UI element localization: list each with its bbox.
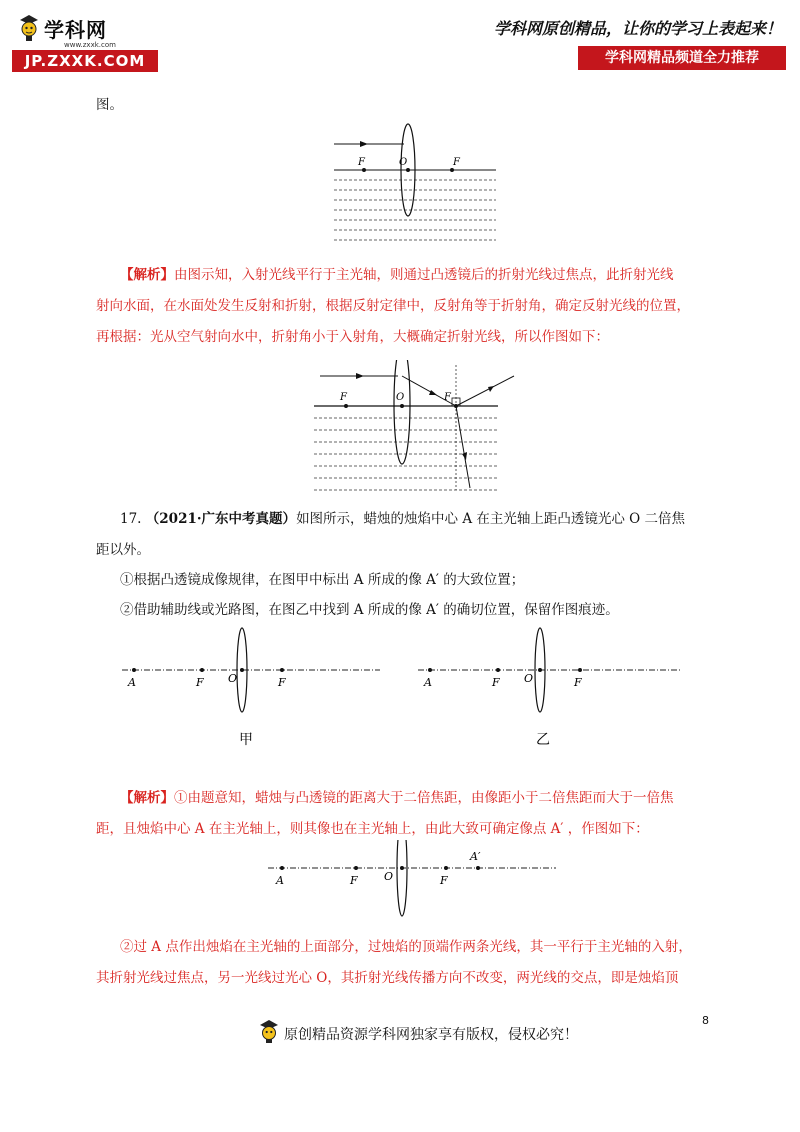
label-a: A [424,676,432,689]
label-f-left: F [196,676,204,689]
figure-image-a-prime [264,840,564,932]
label-f-left: F [340,392,347,403]
figure-lens-water-1 [320,118,510,250]
logo-mascot-icon [18,12,40,42]
footer-mascot-icon [258,1018,280,1044]
label-a: A [276,874,284,887]
question-17-line-2: 距以外。 [96,542,150,558]
label-f-right: F [453,157,460,168]
label-o: O [384,870,394,883]
footer-copyright: 原创精品资源学科网独家享有版权，侵权必究！ [284,1027,578,1043]
analysis-1-line-1: 【解析】由图示知，入射光线平行于主光轴，则通过凸透镜后的折射光线过焦点，此折射光线 [120,267,674,283]
label-f-right: F [278,676,286,689]
label-f-right: F [440,874,448,887]
logo-domain-banner[interactable]: JP.ZXXK.COM [12,50,158,72]
label-f-left: F [350,874,358,887]
figure-jia [118,624,388,748]
caption-jia: 甲 [239,732,253,748]
label-f-left: F [358,157,365,168]
header-slogan: 学科网原创精品，让你的学习上表起来！ [493,19,782,38]
question-17-item-2: ②借助辅助线或光路图，在图乙中找到 A 所成的像 A′ 的确切位置，保留作图痕迹。 [120,602,619,618]
label-o: O [396,392,405,403]
figure-lens-water-2 [306,360,526,496]
analysis-3-line-1: ②过 A 点作出烛焰在主光轴的上面部分，过烛焰的顶端作两条光线，其一平行于主光轴的入射， [120,939,692,955]
analysis-3-line-2: 其折射光线过焦点，另一光线过光心 O，其折射光线传播方向不改变，两光线的交点，即是烛焰顶 [96,970,679,986]
label-o: O [399,157,408,168]
analysis-2-line-1: 【解析】①由题意知，蜡烛与凸透镜的距离大于二倍焦距，由像距小于二倍焦距而大于一倍焦 [120,790,674,806]
page-number: 8 [702,1014,709,1027]
caption-yi: 乙 [536,732,550,748]
analysis-1-line-2: 射向水面，在水面处发生反射和折射，根据反射定律中，反射角等于折射角，确定反射光线的位置， [96,298,690,314]
label-o: O [228,672,238,685]
analysis-1-line-3: 再根据：光从空气射向水中，折射角小于入射角，大概确定折射光线，所以作图如下： [96,329,609,345]
channel-banner[interactable]: 学科网精品频道全力推荐 [578,46,786,70]
label-a-prime: A′ [470,850,481,863]
label-f-right: F [574,676,582,689]
label-o: O [524,672,534,685]
question-17-item-1: ①根据凸透镜成像规律，在图甲中标出 A 所成的像 A′ 的大致位置； [120,572,525,588]
figure-yi [414,624,686,748]
analysis-2-line-2: 距，且烛焰中心 A 在主光轴上，则其像也在主光轴上，由此大致可确定像点 A′ ，作图如下： [96,821,649,837]
logo-site: www.zxxk.com [64,41,116,49]
label-f-left: F [492,676,500,689]
text-line: 图。 [96,97,123,113]
label-f-right: F [444,392,451,403]
question-17-line-1: 17. （2021·广东中考真题）如图所示，蜡烛的烛焰中心 A 在主光轴上距凸透镜光心 O 二倍焦 [120,511,686,527]
logo-name: 学科网 [44,18,107,42]
label-a: A [128,676,136,689]
